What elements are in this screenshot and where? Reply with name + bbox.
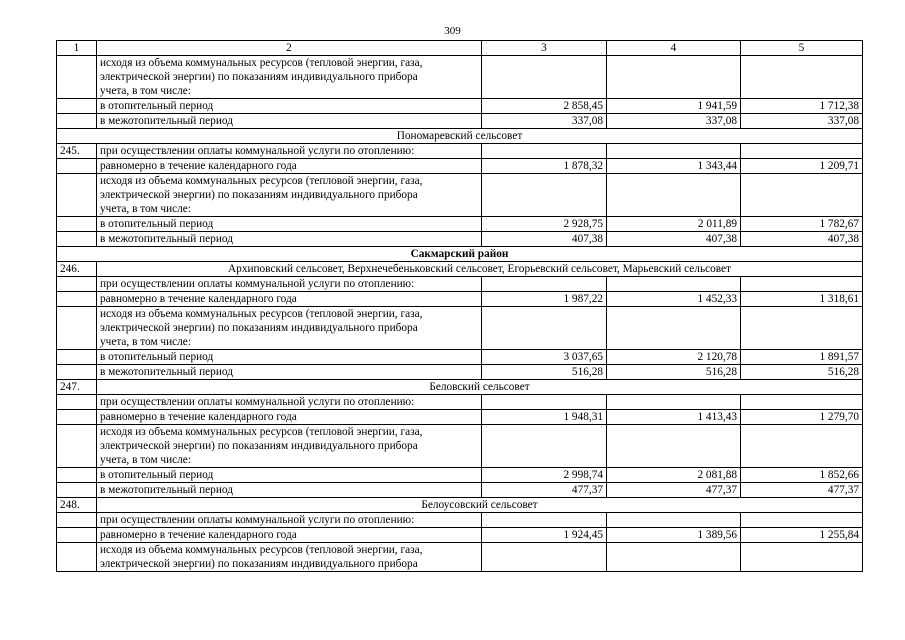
description-line: равномерно в течение календарного года [100, 411, 297, 423]
value-col-4 [607, 174, 741, 217]
value-col-3 [482, 174, 607, 217]
value-col-4 [607, 307, 741, 350]
row-description [97, 159, 482, 174]
value-col-4: 2 120,78 [607, 350, 741, 365]
value-col-4 [607, 56, 741, 99]
value-col-3: 1 948,31 [482, 410, 607, 425]
value-col-4: 2 081,88 [607, 468, 741, 483]
row-number [57, 425, 97, 468]
value-col-5: 1 209,71 [741, 159, 863, 174]
value-col-5: 1 891,57 [741, 350, 863, 365]
section-title: Архиповский сельсовет, Верхнечебеньковский сельсовет, Егорьевский сельсовет, Марьевский сельсовет [97, 262, 863, 277]
row-number: 248. [57, 498, 97, 513]
row-number [57, 159, 97, 174]
description-line: электрической энергии) по показаниям индивидуального прибора [100, 440, 418, 452]
row-number [57, 468, 97, 483]
table-row [57, 56, 863, 99]
value-col-3: 3 037,65 [482, 350, 607, 365]
header-cell-2: 2 [97, 41, 482, 56]
table-row [57, 543, 863, 572]
value-col-3 [482, 307, 607, 350]
row-number: 246. [57, 262, 97, 277]
value-col-5: 1 279,70 [741, 410, 863, 425]
row-description [97, 144, 482, 159]
description-line: электрической энергии) по показаниям индивидуального прибора [100, 322, 418, 334]
value-col-4: 1 452,33 [607, 292, 741, 307]
value-col-4 [607, 395, 741, 410]
value-col-5: 1 852,66 [741, 468, 863, 483]
row-number [57, 232, 97, 247]
description-line: в отопительный период [100, 469, 214, 481]
row-description [97, 114, 482, 129]
value-col-4 [607, 277, 741, 292]
value-col-5: 407,38 [741, 232, 863, 247]
description-line: электрической энергии) по показаниям индивидуального прибора [100, 558, 418, 570]
value-col-3: 2 858,45 [482, 99, 607, 114]
description-line: при осуществлении оплаты коммунальной услуги по отоплению: [100, 514, 415, 526]
description-line: исходя из объема коммунальных ресурсов (тепловой энергии, газа, [100, 57, 423, 69]
row-number [57, 350, 97, 365]
value-col-3: 2 998,74 [482, 468, 607, 483]
row-number [57, 528, 97, 543]
description-line: учета, в том числе: [100, 85, 191, 97]
section-row [57, 498, 863, 513]
description-line: в межотопительный период [100, 115, 233, 127]
row-description [97, 217, 482, 232]
description-line: исходя из объема коммунальных ресурсов (тепловой энергии, газа, [100, 426, 423, 438]
value-col-3: 1 987,22 [482, 292, 607, 307]
value-col-5 [741, 543, 863, 572]
header-cell-1: 1 [57, 41, 97, 56]
value-col-3: 337,08 [482, 114, 607, 129]
table-row [57, 232, 863, 247]
value-col-4: 2 011,89 [607, 217, 741, 232]
table-row [57, 174, 863, 217]
row-description [97, 468, 482, 483]
value-col-5: 477,37 [741, 483, 863, 498]
value-col-3: 1 924,45 [482, 528, 607, 543]
description-line: электрической энергии) по показаниям индивидуального прибора [100, 189, 418, 201]
row-number: 245. [57, 144, 97, 159]
description-line: в межотопительный период [100, 366, 233, 378]
value-col-5: 1 712,38 [741, 99, 863, 114]
description-line: учета, в том числе: [100, 203, 191, 215]
section-row [57, 380, 863, 395]
page-number: 309 [444, 25, 461, 37]
row-description [97, 395, 482, 410]
row-description [97, 483, 482, 498]
section-title: Белоусовский сельсовет [97, 498, 863, 513]
description-line: в межотопительный период [100, 484, 233, 496]
section-title: Сакмарский район [57, 247, 863, 262]
header-cell-5: 5 [741, 41, 863, 56]
value-col-5 [741, 395, 863, 410]
section-row [57, 247, 863, 262]
table-row [57, 410, 863, 425]
description-line: при осуществлении оплаты коммунальной услуги по отоплению: [100, 145, 415, 157]
value-col-5 [741, 513, 863, 528]
row-number [57, 217, 97, 232]
description-line: исходя из объема коммунальных ресурсов (тепловой энергии, газа, [100, 308, 423, 320]
value-col-3 [482, 56, 607, 99]
description-line: исходя из объема коммунальных ресурсов (тепловой энергии, газа, [100, 544, 423, 556]
value-col-4: 516,28 [607, 365, 741, 380]
table-row [57, 350, 863, 365]
table-row [57, 217, 863, 232]
value-col-3 [482, 543, 607, 572]
description-line: равномерно в течение календарного года [100, 529, 297, 541]
row-description [97, 350, 482, 365]
table-row [57, 528, 863, 543]
section-row [57, 262, 863, 277]
value-col-4: 1 941,59 [607, 99, 741, 114]
row-description [97, 528, 482, 543]
description-line: учета, в том числе: [100, 336, 191, 348]
row-description [97, 232, 482, 247]
row-description [97, 543, 482, 572]
row-number [57, 292, 97, 307]
value-col-3: 2 928,75 [482, 217, 607, 232]
value-col-4: 337,08 [607, 114, 741, 129]
tariff-table [56, 40, 863, 572]
value-col-5: 1 255,84 [741, 528, 863, 543]
row-description [97, 277, 482, 292]
table-row [57, 99, 863, 114]
description-line: в отопительный период [100, 100, 214, 112]
row-number [57, 99, 97, 114]
value-col-4: 1 389,56 [607, 528, 741, 543]
row-number [57, 410, 97, 425]
value-col-5 [741, 425, 863, 468]
row-number [57, 174, 97, 217]
value-col-3: 516,28 [482, 365, 607, 380]
table-row [57, 395, 863, 410]
value-col-3 [482, 513, 607, 528]
row-number [57, 56, 97, 99]
value-col-4 [607, 543, 741, 572]
value-col-5 [741, 174, 863, 217]
value-col-3 [482, 425, 607, 468]
description-line: в межотопительный период [100, 233, 233, 245]
value-col-4 [607, 425, 741, 468]
row-description [97, 425, 482, 468]
table-row [57, 114, 863, 129]
table-row [57, 292, 863, 307]
table-body [57, 56, 863, 572]
row-description [97, 307, 482, 350]
table-row [57, 159, 863, 174]
value-col-5 [741, 144, 863, 159]
section-title: Беловский сельсовет [97, 380, 863, 395]
description-line: при осуществлении оплаты коммунальной услуги по отоплению: [100, 278, 415, 290]
value-col-3: 407,38 [482, 232, 607, 247]
value-col-3: 1 878,32 [482, 159, 607, 174]
value-col-4 [607, 513, 741, 528]
row-number [57, 543, 97, 572]
value-col-5: 337,08 [741, 114, 863, 129]
value-col-4: 1 343,44 [607, 159, 741, 174]
description-line: при осуществлении оплаты коммунальной услуги по отоплению: [100, 396, 415, 408]
row-description [97, 513, 482, 528]
value-col-5 [741, 277, 863, 292]
table-row [57, 425, 863, 468]
row-description [97, 410, 482, 425]
value-col-4: 407,38 [607, 232, 741, 247]
value-col-4: 1 413,43 [607, 410, 741, 425]
table-row [57, 483, 863, 498]
table-row [57, 144, 863, 159]
row-number [57, 114, 97, 129]
value-col-4 [607, 144, 741, 159]
row-number [57, 277, 97, 292]
value-col-3 [482, 395, 607, 410]
description-line: в отопительный период [100, 351, 214, 363]
row-description [97, 174, 482, 217]
row-number [57, 483, 97, 498]
value-col-5 [741, 307, 863, 350]
table-row [57, 513, 863, 528]
value-col-4: 477,37 [607, 483, 741, 498]
row-number [57, 513, 97, 528]
row-number [57, 395, 97, 410]
description-line: исходя из объема коммунальных ресурсов (тепловой энергии, газа, [100, 175, 423, 187]
value-col-5: 1 782,67 [741, 217, 863, 232]
description-line: в отопительный период [100, 218, 214, 230]
description-line: электрической энергии) по показаниям индивидуального прибора [100, 71, 418, 83]
section-row [57, 129, 863, 144]
row-number [57, 307, 97, 350]
row-number: 247. [57, 380, 97, 395]
table-row [57, 365, 863, 380]
value-col-3 [482, 277, 607, 292]
table-row [57, 468, 863, 483]
value-col-5 [741, 56, 863, 99]
row-number [57, 365, 97, 380]
value-col-5: 1 318,61 [741, 292, 863, 307]
value-col-5: 516,28 [741, 365, 863, 380]
header-cell-3: 3 [482, 41, 607, 56]
description-line: равномерно в течение календарного года [100, 293, 297, 305]
description-line: равномерно в течение календарного года [100, 160, 297, 172]
table-row [57, 277, 863, 292]
table-row [57, 307, 863, 350]
section-title: Пономаревский сельсовет [57, 129, 863, 144]
description-line: учета, в том числе: [100, 454, 191, 466]
row-description [97, 365, 482, 380]
row-description [97, 292, 482, 307]
value-col-3 [482, 144, 607, 159]
header-row [57, 41, 863, 56]
row-description [97, 56, 482, 99]
row-description [97, 99, 482, 114]
value-col-3: 477,37 [482, 483, 607, 498]
header-cell-4: 4 [607, 41, 741, 56]
